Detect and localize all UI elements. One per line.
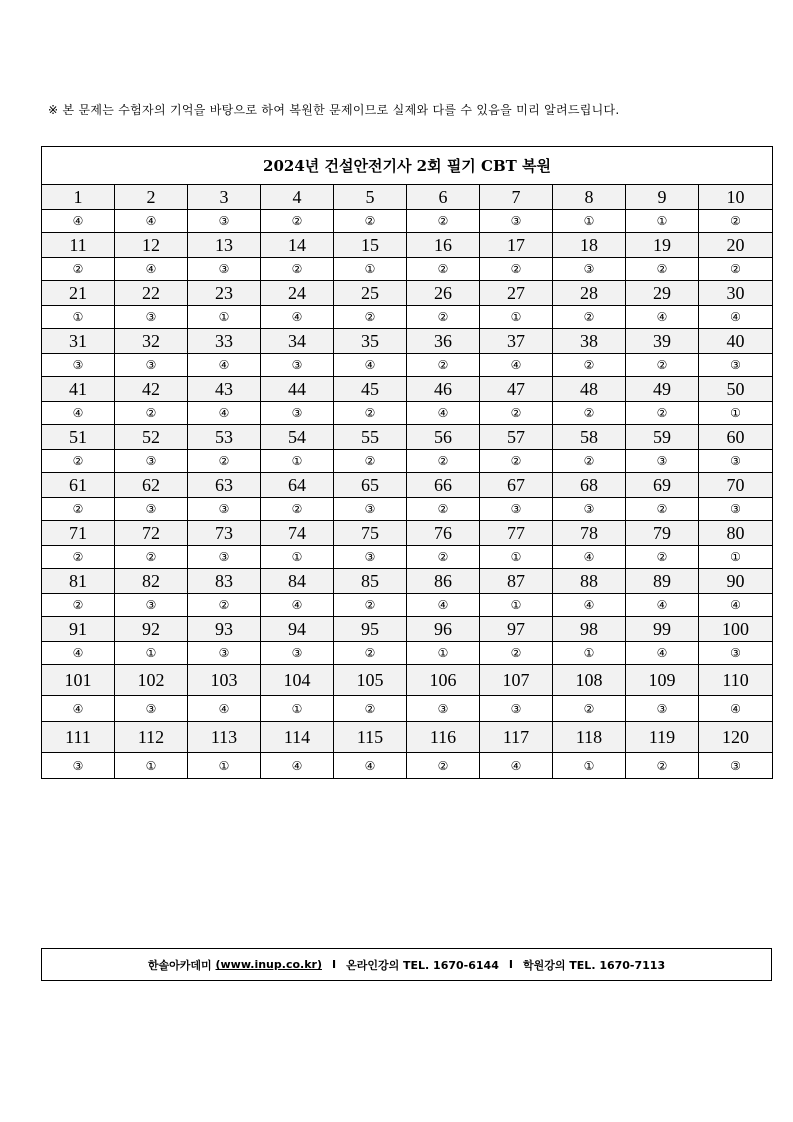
answer-cell: ③: [480, 498, 553, 521]
answer-cell: ③: [115, 594, 188, 617]
question-number: 95: [334, 617, 407, 642]
question-number: 6: [407, 185, 480, 210]
answer-cell: ①: [261, 450, 334, 473]
answer-cell: ①: [188, 306, 261, 329]
question-number: 107: [480, 665, 553, 696]
question-number: 17: [480, 233, 553, 258]
answer-cell: ②: [480, 642, 553, 665]
answer-cell: ①: [553, 753, 626, 779]
answer-cell: ③: [188, 210, 261, 233]
question-number: 46: [407, 377, 480, 402]
question-number: 3: [188, 185, 261, 210]
question-number: 66: [407, 473, 480, 498]
question-number: 4: [261, 185, 334, 210]
question-number: 87: [480, 569, 553, 594]
answer-row: [42, 258, 773, 281]
question-number: 103: [188, 665, 261, 696]
question-number: 108: [553, 665, 626, 696]
question-number-row: [42, 473, 773, 498]
question-number-row: [42, 425, 773, 450]
answer-row: [42, 354, 773, 377]
question-number: 118: [553, 722, 626, 753]
question-number: 74: [261, 521, 334, 546]
question-number: 54: [261, 425, 334, 450]
question-number: 93: [188, 617, 261, 642]
answer-cell: ①: [699, 402, 773, 425]
question-number: 83: [188, 569, 261, 594]
footer-separator: I: [331, 958, 337, 971]
answer-cell: ③: [699, 450, 773, 473]
answer-cell: ④: [261, 753, 334, 779]
question-number: 102: [115, 665, 188, 696]
answer-cell: ④: [188, 354, 261, 377]
answer-cell: ②: [626, 402, 699, 425]
answer-cell: ②: [188, 450, 261, 473]
footer-online-tel: 온라인강의 TEL. 1670-6144: [346, 958, 499, 972]
table-title-row: [42, 147, 773, 185]
answer-cell: ③: [407, 696, 480, 722]
question-number: 92: [115, 617, 188, 642]
answer-cell: ④: [407, 594, 480, 617]
answer-cell: ③: [699, 753, 773, 779]
question-number: 35: [334, 329, 407, 354]
question-number: 91: [42, 617, 115, 642]
answer-cell: ④: [188, 402, 261, 425]
question-number: 31: [42, 329, 115, 354]
question-number: 36: [407, 329, 480, 354]
answer-cell: ②: [407, 498, 480, 521]
answer-row: [42, 306, 773, 329]
question-number: 113: [188, 722, 261, 753]
answer-row: [42, 696, 773, 722]
question-number-row: [42, 665, 773, 696]
answer-row: [42, 594, 773, 617]
answer-cell: ②: [480, 450, 553, 473]
question-number: 44: [261, 377, 334, 402]
question-number: 62: [115, 473, 188, 498]
answer-cell: ④: [261, 306, 334, 329]
answer-cell: ④: [42, 642, 115, 665]
question-number: 99: [626, 617, 699, 642]
question-number: 58: [553, 425, 626, 450]
answer-cell: ②: [626, 546, 699, 569]
question-number: 47: [480, 377, 553, 402]
answer-cell: ④: [699, 594, 773, 617]
question-number: 34: [261, 329, 334, 354]
question-number: 57: [480, 425, 553, 450]
answer-cell: ④: [626, 306, 699, 329]
question-number: 59: [626, 425, 699, 450]
answer-cell: ④: [42, 402, 115, 425]
question-number: 21: [42, 281, 115, 306]
question-number: 22: [115, 281, 188, 306]
answer-cell: ④: [42, 696, 115, 722]
question-number: 69: [626, 473, 699, 498]
question-number-row: [42, 617, 773, 642]
question-number: 20: [699, 233, 773, 258]
question-number: 53: [188, 425, 261, 450]
answer-cell: ②: [553, 354, 626, 377]
answer-cell: ②: [553, 696, 626, 722]
answer-cell: ②: [626, 354, 699, 377]
answer-cell: ③: [699, 642, 773, 665]
answer-cell: ①: [115, 642, 188, 665]
answer-cell: ②: [407, 306, 480, 329]
answer-cell: ③: [115, 450, 188, 473]
answer-cell: ②: [42, 498, 115, 521]
question-number: 2: [115, 185, 188, 210]
question-number: 88: [553, 569, 626, 594]
question-number: 11: [42, 233, 115, 258]
answer-cell: ③: [261, 402, 334, 425]
question-number: 106: [407, 665, 480, 696]
question-number-row: [42, 329, 773, 354]
answer-cell: ②: [42, 258, 115, 281]
answer-cell: ①: [407, 642, 480, 665]
footer-bar: [41, 948, 772, 981]
question-number: 110: [699, 665, 773, 696]
answer-cell: ③: [626, 450, 699, 473]
question-number: 49: [626, 377, 699, 402]
question-number: 84: [261, 569, 334, 594]
question-number: 65: [334, 473, 407, 498]
question-number-row: [42, 521, 773, 546]
question-number: 61: [42, 473, 115, 498]
question-number: 7: [480, 185, 553, 210]
answer-cell: ④: [261, 594, 334, 617]
question-number: 1: [42, 185, 115, 210]
answer-cell: ②: [334, 594, 407, 617]
question-number: 43: [188, 377, 261, 402]
answer-cell: ④: [480, 354, 553, 377]
answer-cell: ③: [188, 258, 261, 281]
question-number: 119: [626, 722, 699, 753]
answer-cell: ②: [115, 546, 188, 569]
answer-cell: ①: [188, 753, 261, 779]
answer-row: [42, 546, 773, 569]
answer-cell: ①: [115, 753, 188, 779]
answer-cell: ②: [334, 450, 407, 473]
answer-row: [42, 753, 773, 779]
answer-cell: ②: [334, 642, 407, 665]
answer-cell: ②: [261, 258, 334, 281]
question-number: 76: [407, 521, 480, 546]
question-number: 77: [480, 521, 553, 546]
answer-cell: ③: [626, 696, 699, 722]
question-number: 8: [553, 185, 626, 210]
question-number: 80: [699, 521, 773, 546]
question-number: 19: [626, 233, 699, 258]
question-number: 29: [626, 281, 699, 306]
answer-cell: ③: [42, 753, 115, 779]
answer-cell: ②: [407, 258, 480, 281]
question-number: 40: [699, 329, 773, 354]
question-number: 15: [334, 233, 407, 258]
question-number: 96: [407, 617, 480, 642]
question-number-row: [42, 569, 773, 594]
question-number: 120: [699, 722, 773, 753]
answer-cell: ②: [699, 210, 773, 233]
answer-cell: ③: [115, 354, 188, 377]
question-number: 115: [334, 722, 407, 753]
answer-cell: ②: [699, 258, 773, 281]
answer-row: [42, 642, 773, 665]
answer-cell: ②: [334, 402, 407, 425]
answer-cell: ③: [334, 498, 407, 521]
question-number: 60: [699, 425, 773, 450]
answer-cell: ②: [261, 210, 334, 233]
question-number: 9: [626, 185, 699, 210]
answer-cell: ④: [626, 594, 699, 617]
question-number: 116: [407, 722, 480, 753]
question-number: 63: [188, 473, 261, 498]
question-number-row: [42, 377, 773, 402]
answer-cell: ③: [115, 306, 188, 329]
question-number-row: [42, 185, 773, 210]
answer-cell: ①: [261, 696, 334, 722]
question-number: 72: [115, 521, 188, 546]
question-number: 112: [115, 722, 188, 753]
answer-cell: ②: [480, 402, 553, 425]
question-number-row: [42, 722, 773, 753]
question-number: 14: [261, 233, 334, 258]
answer-cell: ④: [407, 402, 480, 425]
question-number: 117: [480, 722, 553, 753]
answer-cell: ②: [480, 258, 553, 281]
question-number: 42: [115, 377, 188, 402]
question-number: 10: [699, 185, 773, 210]
question-number: 98: [553, 617, 626, 642]
question-number-row: [42, 233, 773, 258]
answer-cell: ②: [626, 753, 699, 779]
answer-cell: ①: [553, 210, 626, 233]
question-number: 45: [334, 377, 407, 402]
notice-text: ※ 본 문제는 수험자의 기억을 바탕으로 하여 복원한 문제이므로 실제와 다를 수 있음을 미리 알려드립니다.: [48, 103, 620, 117]
answer-cell: ③: [334, 546, 407, 569]
answer-cell: ②: [334, 306, 407, 329]
answer-cell: ①: [480, 546, 553, 569]
question-number: 67: [480, 473, 553, 498]
footer-separator: I: [508, 958, 513, 971]
question-number: 30: [699, 281, 773, 306]
question-number: 101: [42, 665, 115, 696]
question-number: 89: [626, 569, 699, 594]
answer-cell: ④: [115, 210, 188, 233]
answer-row: [42, 498, 773, 521]
answer-cell: ④: [626, 642, 699, 665]
answer-cell: ③: [553, 258, 626, 281]
question-number: 56: [407, 425, 480, 450]
question-number: 25: [334, 281, 407, 306]
question-number-row: [42, 281, 773, 306]
question-number: 5: [334, 185, 407, 210]
answer-cell: ③: [188, 498, 261, 521]
answer-cell: ②: [334, 696, 407, 722]
question-number: 39: [626, 329, 699, 354]
answer-cell: ①: [553, 642, 626, 665]
question-number: 104: [261, 665, 334, 696]
answer-cell: ③: [699, 354, 773, 377]
question-number: 86: [407, 569, 480, 594]
answer-cell: ④: [699, 306, 773, 329]
question-number: 75: [334, 521, 407, 546]
answer-cell: ②: [407, 450, 480, 473]
answer-cell: ④: [334, 354, 407, 377]
answer-cell: ②: [115, 402, 188, 425]
question-number: 94: [261, 617, 334, 642]
answer-cell: ①: [626, 210, 699, 233]
question-number: 82: [115, 569, 188, 594]
answer-cell: ③: [115, 498, 188, 521]
answer-cell: ②: [407, 546, 480, 569]
answer-cell: ②: [188, 594, 261, 617]
answer-cell: ③: [480, 696, 553, 722]
question-number: 64: [261, 473, 334, 498]
answer-row: [42, 402, 773, 425]
answer-cell: ③: [42, 354, 115, 377]
footer-academy: 한솔아카데미: [147, 958, 212, 972]
answer-cell: ②: [334, 210, 407, 233]
answer-cell: ②: [553, 450, 626, 473]
question-number: 114: [261, 722, 334, 753]
question-number: 27: [480, 281, 553, 306]
footer-website-link[interactable]: (www.inup.co.kr): [215, 958, 322, 971]
answer-cell: ②: [42, 594, 115, 617]
question-number: 90: [699, 569, 773, 594]
question-number: 73: [188, 521, 261, 546]
question-number: 16: [407, 233, 480, 258]
answer-cell: ④: [553, 594, 626, 617]
question-number: 52: [115, 425, 188, 450]
table-title: 2024년 건설안전기사 2회 필기 CBT 복원: [42, 147, 773, 185]
question-number: 100: [699, 617, 773, 642]
answer-cell: ②: [261, 498, 334, 521]
answer-cell: ④: [334, 753, 407, 779]
answer-cell: ④: [115, 258, 188, 281]
answer-cell: ①: [334, 258, 407, 281]
question-number: 12: [115, 233, 188, 258]
question-number: 48: [553, 377, 626, 402]
answer-cell: ②: [553, 402, 626, 425]
answer-cell: ④: [42, 210, 115, 233]
answer-cell: ②: [407, 753, 480, 779]
answer-cell: ③: [115, 696, 188, 722]
question-number: 38: [553, 329, 626, 354]
question-number: 68: [553, 473, 626, 498]
answer-cell: ④: [553, 546, 626, 569]
answer-cell: ②: [626, 498, 699, 521]
question-number: 105: [334, 665, 407, 696]
question-number: 37: [480, 329, 553, 354]
answer-cell: ②: [407, 210, 480, 233]
question-number: 78: [553, 521, 626, 546]
answer-cell: ③: [261, 642, 334, 665]
question-number: 26: [407, 281, 480, 306]
answer-cell: ①: [42, 306, 115, 329]
question-number: 32: [115, 329, 188, 354]
answer-cell: ②: [553, 306, 626, 329]
question-number: 41: [42, 377, 115, 402]
answer-cell: ③: [188, 642, 261, 665]
answer-cell: ③: [699, 498, 773, 521]
question-number: 81: [42, 569, 115, 594]
question-number: 13: [188, 233, 261, 258]
answer-cell: ①: [480, 306, 553, 329]
question-number: 28: [553, 281, 626, 306]
question-number: 70: [699, 473, 773, 498]
question-number: 50: [699, 377, 773, 402]
answer-cell: ④: [480, 753, 553, 779]
answer-cell: ①: [261, 546, 334, 569]
question-number: 55: [334, 425, 407, 450]
question-number: 97: [480, 617, 553, 642]
question-number: 51: [42, 425, 115, 450]
answer-cell: ③: [188, 546, 261, 569]
answer-cell: ④: [188, 696, 261, 722]
answer-table: [41, 146, 773, 779]
question-number: 23: [188, 281, 261, 306]
answer-cell: ②: [626, 258, 699, 281]
question-number: 85: [334, 569, 407, 594]
answer-row: [42, 450, 773, 473]
answer-cell: ③: [261, 354, 334, 377]
answer-cell: ③: [553, 498, 626, 521]
question-number: 109: [626, 665, 699, 696]
footer-offline-tel: 학원강의 TEL. 1670-7113: [522, 958, 666, 972]
question-number: 33: [188, 329, 261, 354]
answer-cell: ①: [480, 594, 553, 617]
question-number: 18: [553, 233, 626, 258]
answer-cell: ③: [480, 210, 553, 233]
question-number: 79: [626, 521, 699, 546]
answer-cell: ②: [407, 354, 480, 377]
question-number: 111: [42, 722, 115, 753]
question-number: 71: [42, 521, 115, 546]
question-number: 24: [261, 281, 334, 306]
answer-cell: ①: [699, 546, 773, 569]
answer-cell: ②: [42, 546, 115, 569]
answer-cell: ②: [42, 450, 115, 473]
answer-cell: ④: [699, 696, 773, 722]
answer-row: [42, 210, 773, 233]
